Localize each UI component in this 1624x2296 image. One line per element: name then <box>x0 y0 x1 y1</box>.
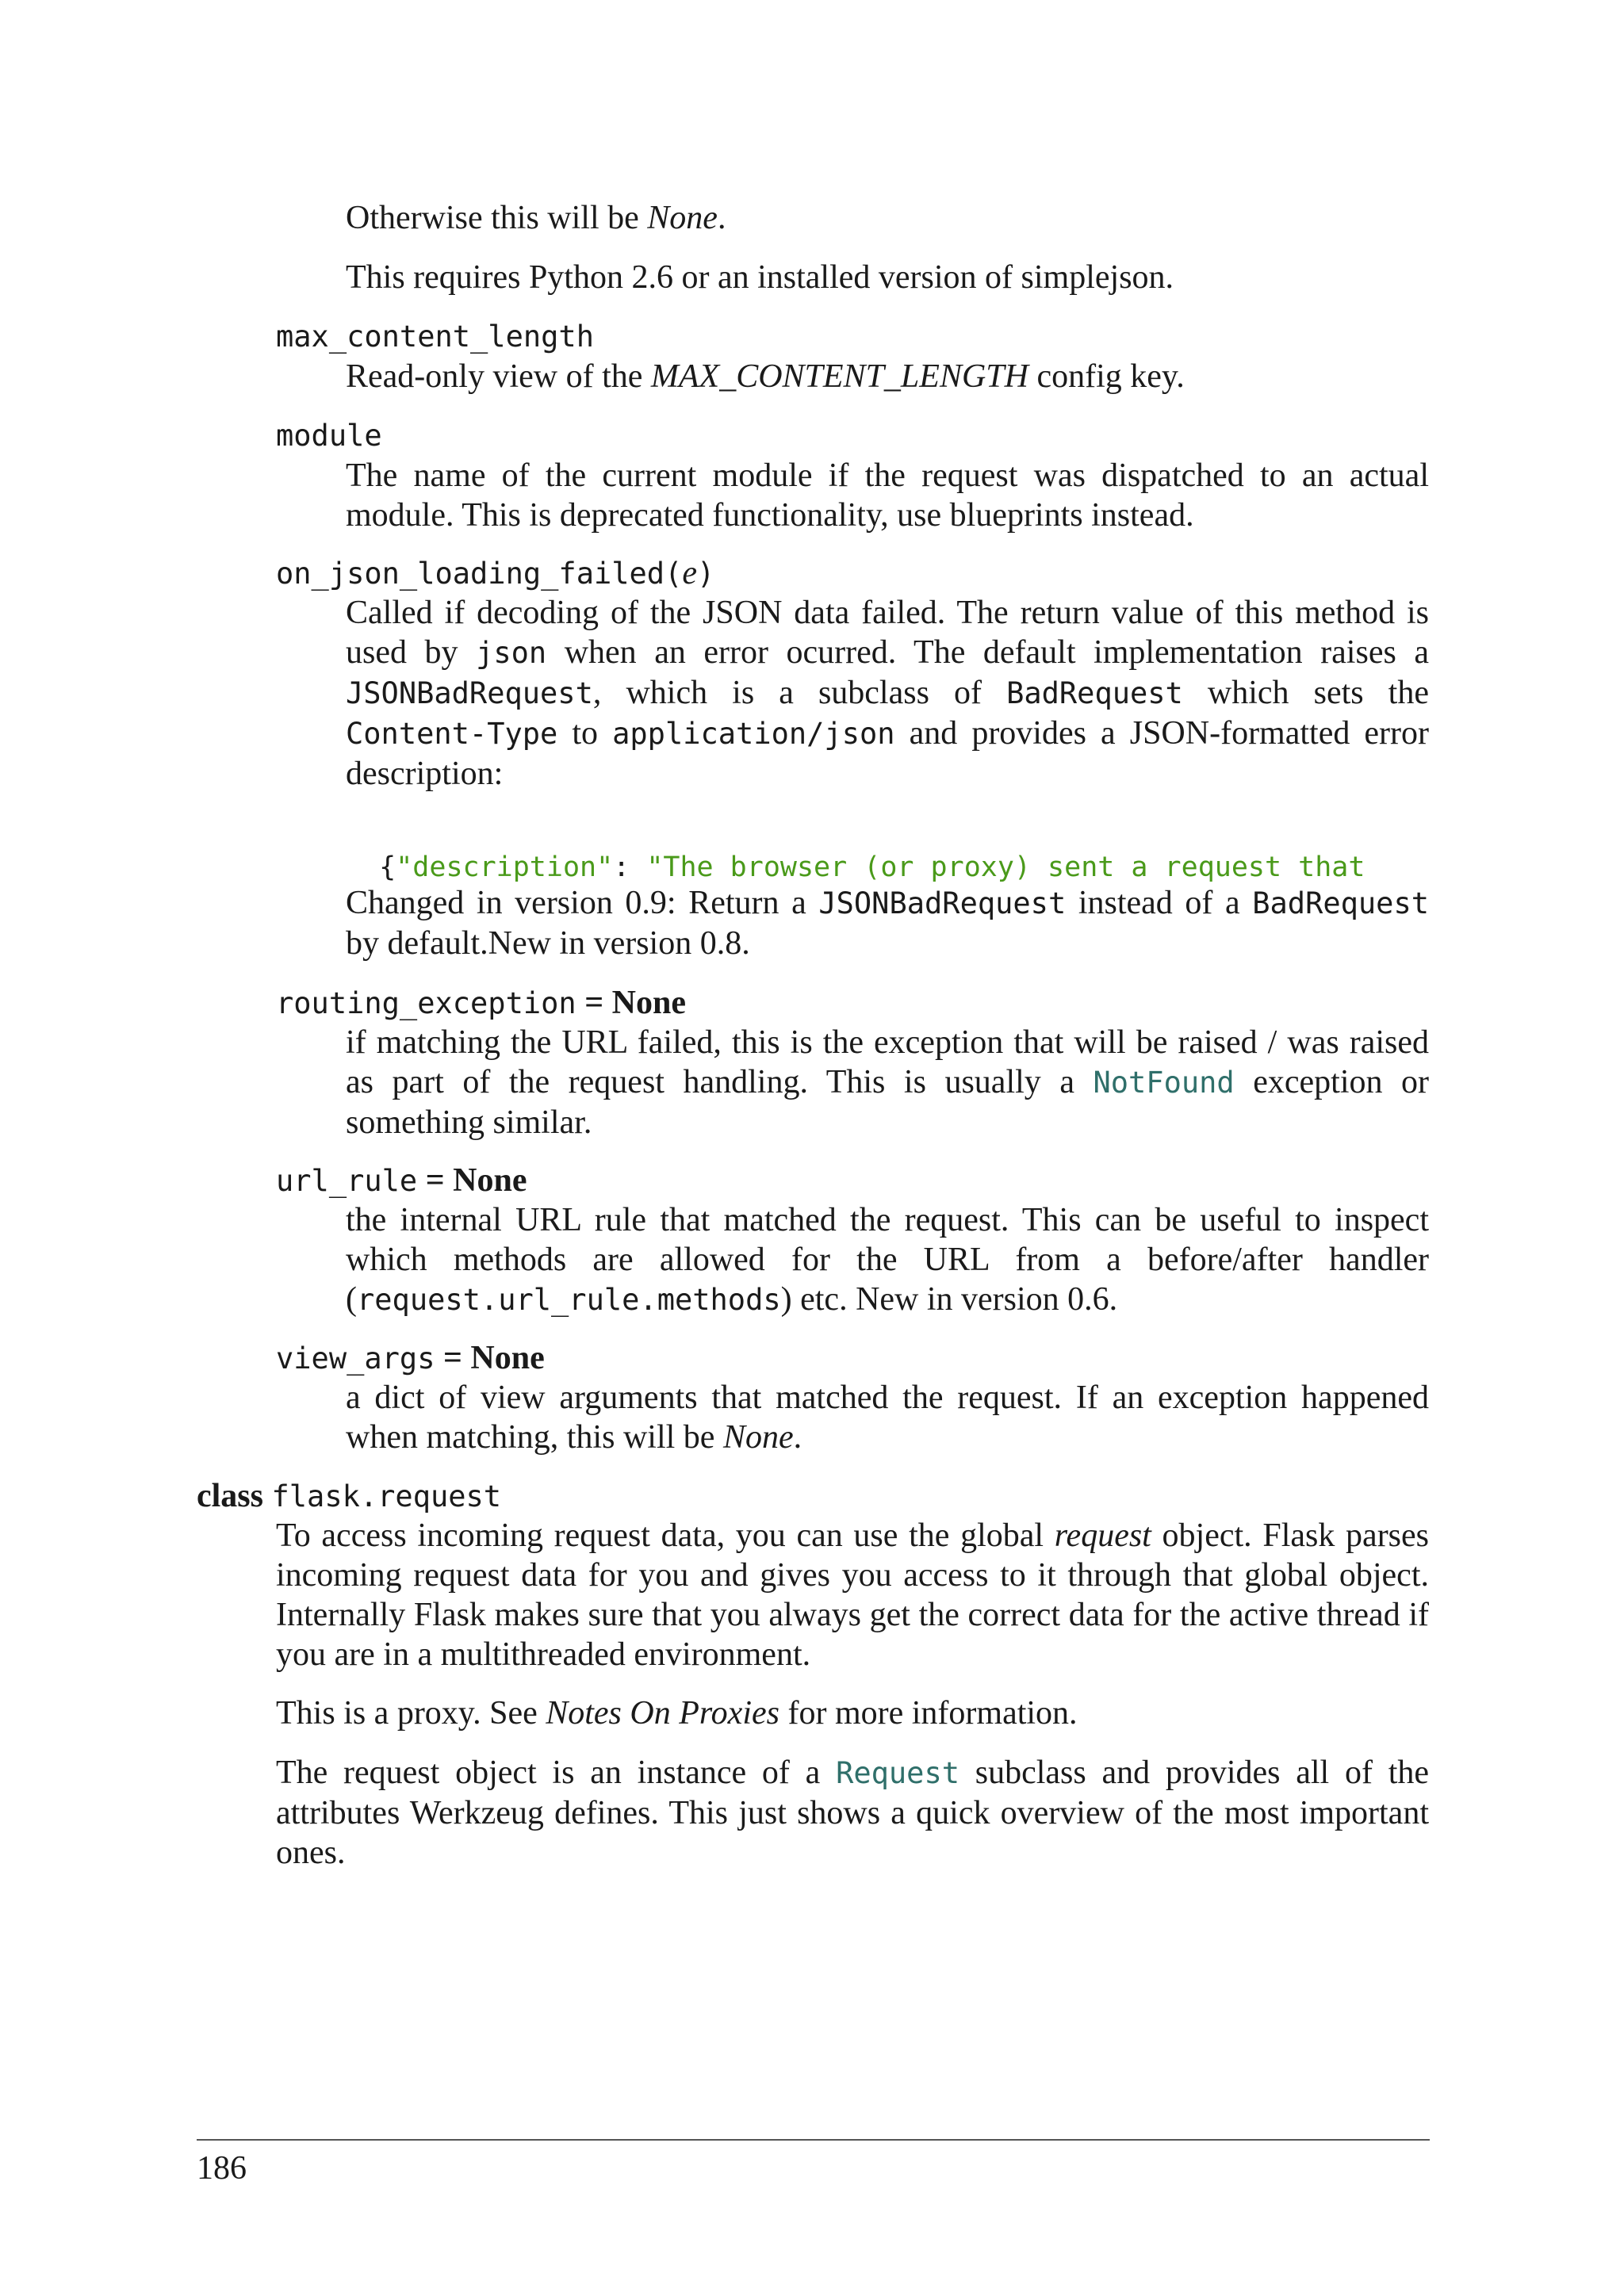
text-italic: None <box>647 200 718 236</box>
text: ) etc. New in version 0.6. <box>780 1281 1118 1318</box>
attr-routing-exception-signature <box>276 983 686 1024</box>
text: exception or something similar. <box>346 1064 1430 1141</box>
text: config key. <box>1028 358 1185 395</box>
changed-note <box>346 883 1429 963</box>
attr-name: view_args <box>276 1341 435 1376</box>
code-block <box>346 813 1365 886</box>
text: . <box>793 1419 802 1456</box>
class-keyword: class <box>197 1478 263 1514</box>
code-string: "description" <box>396 851 614 883</box>
text: the internal URL rule that matched the request. This can be useful to inspect which methods are allowed for the URL from a before/after handler ( <box>346 1202 1429 1318</box>
otherwise-none-line <box>346 198 726 238</box>
attr-value: None <box>611 985 686 1021</box>
method-arg: e <box>682 555 698 591</box>
text: This is a proxy. See <box>276 1695 546 1732</box>
class-flask-request-p1 <box>276 1516 1429 1674</box>
text: to <box>557 715 613 752</box>
attr-value: None <box>470 1340 545 1376</box>
attr-module-desc: The name of the current module if the request was dispatched to an actual module. This is deprecated functionality, use blueprints instead. <box>346 457 1429 534</box>
text: by default.New in version 0.8. <box>346 925 750 962</box>
attr-eq: = <box>435 1340 471 1376</box>
attr-url-rule-desc <box>346 1200 1429 1320</box>
attr-routing-exception-desc <box>346 1023 1429 1142</box>
inline-code: JSONBadRequest <box>818 886 1067 920</box>
attr-value: None <box>453 1162 527 1199</box>
footer-rule <box>197 2139 1430 2141</box>
text: . <box>717 200 726 236</box>
code-string: "The browser (or proxy) sent a request that <box>646 851 1365 883</box>
text: subclass and provides all of the attributes Werkzeug defines. This just shows a quick overview of the most important ones. <box>276 1755 1430 1871</box>
requires-python-line: This requires Python 2.6 or an installed version of simplejson. <box>346 259 1174 296</box>
class-flask-request-p3 <box>276 1753 1429 1873</box>
text: and provides a JSON-formatted error description: <box>346 715 1430 792</box>
page-number: 186 <box>197 2150 247 2187</box>
text: Called if decoding of the JSON data failed. The return value of this method is used by <box>346 595 1429 671</box>
attr-eq: = <box>576 985 612 1021</box>
text: if matching the URL failed, this is the exception that will be raised / was raised as part of the request handling. This is usually a <box>346 1024 1429 1100</box>
inline-code: JSONBadRequest <box>346 676 593 710</box>
text: instead of a <box>1066 885 1253 921</box>
class-flask-request-p2 <box>276 1693 1078 1733</box>
request-class-link[interactable]: Request <box>836 1756 959 1790</box>
attr-max-content-length-name: max_content_length <box>276 320 594 354</box>
text: To access incoming request data, you can use the global <box>276 1517 1055 1554</box>
inline-code: json <box>476 636 547 670</box>
text: for more information. <box>779 1695 1078 1732</box>
text: Changed in version 0.9: Return a <box>346 885 819 921</box>
method-on-json-loading-failed-signature <box>276 555 714 592</box>
method-name: on_json_loading_failed( <box>276 557 683 591</box>
text: object. Flask parses incoming request data for you and gives you access to it through that global object. Internally Flask makes sure that you always get the correct data for the active thread if you are in a multithreaded environment. <box>276 1517 1430 1673</box>
text-italic: MAX_CONTENT_LENGTH <box>650 358 1028 395</box>
code-brace: { <box>379 851 396 883</box>
text-italic: None <box>722 1419 794 1456</box>
attr-module-name: module <box>276 419 382 453</box>
method-close: ) <box>697 557 715 591</box>
code-punct: : <box>613 851 647 883</box>
text: The request object is an instance of a <box>276 1755 837 1791</box>
text: Otherwise this will be <box>346 200 648 236</box>
attr-name: url_rule <box>276 1164 418 1198</box>
text: Read-only view of the <box>346 358 651 395</box>
inline-code: Content-Type <box>346 717 558 751</box>
attr-eq: = <box>417 1162 454 1199</box>
attr-url-rule-signature <box>276 1161 527 1201</box>
attr-name: routing_exception <box>276 986 576 1020</box>
attr-view-args-signature <box>276 1338 545 1379</box>
text-italic: request <box>1054 1517 1151 1554</box>
text: , which is a subclass of <box>592 675 1007 711</box>
attr-max-content-length-desc <box>346 357 1185 396</box>
attr-view-args-desc <box>346 1378 1429 1457</box>
inline-code: BadRequest <box>1252 886 1430 920</box>
inline-code: BadRequest <box>1006 676 1183 710</box>
text: a dict of view arguments that matched the request. If an exception happened when matching, this will be <box>346 1380 1429 1456</box>
class-name: flask.request <box>271 1479 502 1513</box>
inline-code: request.url_rule.methods <box>357 1283 781 1317</box>
inline-code: application/json <box>612 717 895 751</box>
class-flask-request-signature <box>197 1476 501 1517</box>
notes-on-proxies-link[interactable]: Notes On Proxies <box>546 1695 779 1732</box>
method-on-json-loading-failed-desc <box>346 593 1429 794</box>
text: which sets the <box>1182 675 1429 711</box>
inline-code-link[interactable]: NotFound <box>1093 1066 1235 1100</box>
text: when an error ocurred. The default implementation raises a <box>546 634 1429 671</box>
